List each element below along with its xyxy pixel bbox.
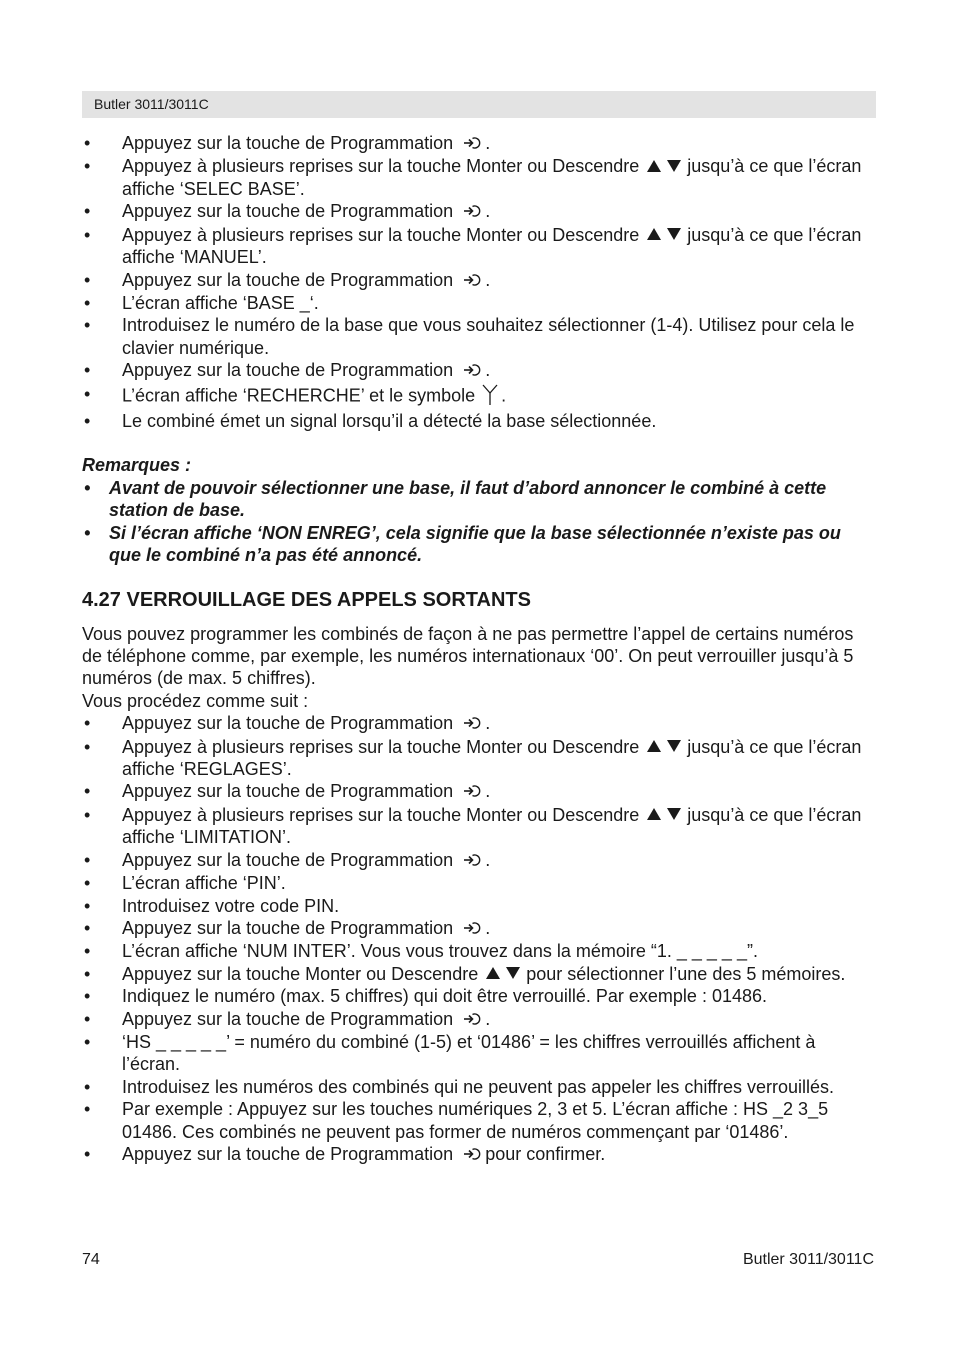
bullet-marker: • bbox=[84, 292, 91, 313]
antenna-icon bbox=[481, 383, 499, 410]
bullet-marker: • bbox=[84, 736, 91, 757]
item-text-after: pour sélectionner l’une des 5 mémoires. bbox=[526, 963, 846, 984]
list-item bbox=[82, 132, 874, 155]
list-item bbox=[82, 410, 874, 432]
item-text: ‘HS _ _ _ _ _’ = numéro du combiné (1-5) et ‘01486’ = les chiffres verrouillés affichent à l’écran. bbox=[122, 1032, 816, 1075]
bullet-marker: • bbox=[84, 941, 91, 962]
bullet-marker: • bbox=[84, 1008, 91, 1029]
item-text-after: . bbox=[485, 917, 491, 938]
item-text: Appuyez sur la touche de Programmation bbox=[122, 133, 454, 153]
item-text: Introduisez votre code PIN. bbox=[122, 895, 340, 916]
item-text: Appuyez sur la touche de Programmation bbox=[122, 917, 454, 938]
item-text: Indiquez le numéro (max. 5 chiffres) qui doit être verrouillé. Par exemple : 01486. bbox=[122, 986, 767, 1007]
programming-key-icon bbox=[463, 1144, 481, 1166]
running-header bbox=[82, 91, 876, 118]
bullet-marker: • bbox=[84, 917, 91, 938]
item-text-after: . bbox=[485, 269, 491, 290]
programming-key-icon bbox=[463, 918, 481, 940]
list-item bbox=[82, 1031, 874, 1076]
list-item bbox=[82, 314, 874, 359]
bullet-marker: • bbox=[84, 849, 91, 870]
programming-key-icon bbox=[463, 360, 481, 382]
item-text-after: pour confirmer. bbox=[485, 1144, 606, 1165]
instruction-list-call-lock bbox=[82, 712, 874, 1166]
bullet-marker: • bbox=[84, 986, 91, 1007]
programming-key-icon bbox=[463, 133, 481, 155]
bullet-marker: • bbox=[84, 963, 91, 984]
list-item bbox=[82, 917, 874, 940]
bullet-marker: • bbox=[84, 781, 91, 802]
item-text-after: jusqu’à ce que l’écran affiche ‘LIMITATION’. bbox=[122, 804, 862, 848]
list-item bbox=[82, 940, 874, 962]
item-text: Appuyez à plusieurs reprises sur la touche Monter ou Descendre bbox=[122, 156, 640, 177]
item-text-after: jusqu’à ce que l’écran affiche ‘MANUEL’. bbox=[122, 224, 862, 268]
item-text-after: . bbox=[485, 201, 491, 222]
page-number: 74 bbox=[82, 1251, 100, 1268]
item-text: L’écran affiche ‘RECHERCHE’ et le symbole bbox=[122, 385, 476, 406]
bullet-marker: • bbox=[84, 1032, 91, 1053]
down-arrow-icon bbox=[667, 228, 681, 240]
up-arrow-icon bbox=[486, 967, 500, 979]
list-item bbox=[82, 963, 874, 985]
up-arrow-icon bbox=[647, 740, 661, 752]
item-text: Appuyez à plusieurs reprises sur la touche Monter ou Descendre bbox=[122, 224, 640, 245]
bullet-marker: • bbox=[84, 133, 91, 153]
item-text-after: . bbox=[485, 1008, 491, 1029]
header-title: Butler 3011/3011C bbox=[94, 96, 209, 112]
item-text-after: . bbox=[501, 385, 507, 406]
list-item bbox=[82, 849, 874, 872]
bullet-marker: • bbox=[84, 315, 91, 336]
item-text-after: . bbox=[485, 781, 491, 802]
remark-text: Avant de pouvoir sélectionner une base, il faut d’abord annoncer le combiné à cette station de base. bbox=[109, 477, 827, 521]
bullet-marker: • bbox=[84, 477, 91, 498]
list-item bbox=[82, 1008, 874, 1031]
item-text: Introduisez les numéros des combinés qui ne peuvent pas appeler les chiffres verrouillés. bbox=[122, 1076, 835, 1097]
item-text: Appuyez sur la touche de Programmation bbox=[122, 713, 454, 734]
bullet-marker: • bbox=[84, 224, 91, 245]
list-item bbox=[82, 895, 874, 917]
programming-key-icon bbox=[463, 270, 481, 292]
remarks-title: Remarques : bbox=[82, 455, 192, 476]
bullet-marker: • bbox=[84, 804, 91, 825]
list-item bbox=[82, 1076, 874, 1098]
bullet-marker: • bbox=[84, 895, 91, 916]
item-text: Appuyez sur la touche de Programmation bbox=[122, 1008, 454, 1029]
section-intro-2: Vous procédez comme suit : bbox=[82, 690, 309, 711]
bullet-marker: • bbox=[84, 713, 91, 734]
item-text: Appuyez sur la touche de Programmation bbox=[122, 781, 454, 802]
item-text-after: . bbox=[485, 360, 491, 381]
item-text: Appuyez sur la touche de Programmation bbox=[122, 269, 454, 290]
remarks-block bbox=[82, 454, 874, 566]
bullet-marker: • bbox=[84, 1099, 91, 1120]
list-item bbox=[82, 736, 874, 781]
remarks-list bbox=[82, 477, 874, 567]
list-item bbox=[82, 1143, 874, 1166]
section-intro: Vous pouvez programmer les combinés de façon à ne pas permettre l’appel de certains numéros de téléphone comme, par exemple, les numéros internationaux ‘00’. On peut verrouiller jusqu’à 5 numéros (de max. 5 chiffres). bbox=[82, 623, 854, 689]
down-arrow-icon bbox=[667, 808, 681, 820]
item-text: Appuyez sur la touche de Programmation bbox=[122, 1144, 454, 1165]
down-arrow-icon bbox=[667, 160, 681, 172]
item-text-after: . bbox=[485, 849, 491, 870]
list-item bbox=[82, 780, 874, 803]
programming-key-icon bbox=[463, 1009, 481, 1031]
page-content bbox=[82, 132, 874, 1167]
bullet-marker: • bbox=[84, 1144, 91, 1165]
down-arrow-icon bbox=[667, 740, 681, 752]
bullet-marker: • bbox=[84, 522, 91, 543]
list-item bbox=[82, 224, 874, 269]
list-item bbox=[82, 292, 874, 314]
item-text-after: . bbox=[485, 133, 491, 153]
list-item bbox=[82, 872, 874, 894]
item-text: Appuyez à plusieurs reprises sur la touche Monter ou Descendre bbox=[122, 736, 640, 757]
bullet-marker: • bbox=[84, 156, 91, 177]
remark-item bbox=[82, 522, 874, 567]
item-text: Appuyez sur la touche de Programmation bbox=[122, 201, 454, 222]
programming-key-icon bbox=[463, 850, 481, 872]
item-text: Introduisez le numéro de la base que vous souhaitez sélectionner (1-4). Utilisez pour cela le clavier numérique. bbox=[122, 315, 855, 358]
bullet-marker: • bbox=[84, 201, 91, 222]
remark-text: Si l’écran affiche ‘NON ENREG’, cela signifie que la base sélectionnée n’existe pas ou que le combiné n’a pas été annoncé. bbox=[109, 522, 841, 566]
item-text: Par exemple : Appuyez sur les touches numériques 2, 3 et 5. L’écran affiche : HS _2 3_5 01486. Ces combinés ne peuvent pas former de numéros commençant par ‘01486’. bbox=[122, 1099, 829, 1142]
item-text: Appuyez à plusieurs reprises sur la touche Monter ou Descendre bbox=[122, 804, 640, 825]
list-item bbox=[82, 155, 874, 200]
footer-title: Butler 3011/3011C bbox=[742, 1251, 874, 1268]
item-text-after: . bbox=[485, 713, 491, 734]
list-item bbox=[82, 712, 874, 735]
programming-key-icon bbox=[463, 781, 481, 803]
list-item bbox=[82, 383, 874, 410]
item-text: L’écran affiche ‘PIN’. bbox=[122, 873, 286, 894]
programming-key-icon bbox=[463, 201, 481, 223]
up-arrow-icon bbox=[647, 160, 661, 172]
item-text: Appuyez sur la touche Monter ou Descendre bbox=[122, 963, 479, 984]
item-text: L’écran affiche ‘BASE _‘. bbox=[122, 292, 319, 313]
list-item bbox=[82, 269, 874, 292]
bullet-marker: • bbox=[84, 360, 91, 381]
up-arrow-icon bbox=[647, 808, 661, 820]
section-title: 4.27 VERROUILLAGE DES APPELS SORTANTS bbox=[82, 588, 531, 611]
list-item bbox=[82, 200, 874, 223]
list-item bbox=[82, 804, 874, 849]
instruction-list-select-base bbox=[82, 132, 874, 432]
list-item bbox=[82, 985, 874, 1007]
item-text: Appuyez sur la touche de Programmation bbox=[122, 849, 454, 870]
down-arrow-icon bbox=[506, 967, 520, 979]
item-text-after: jusqu’à ce que l’écran affiche ‘SELEC BASE’. bbox=[122, 156, 862, 199]
bullet-marker: • bbox=[84, 1076, 91, 1097]
up-arrow-icon bbox=[647, 228, 661, 240]
item-text-after: jusqu’à ce que l’écran affiche ‘REGLAGES’. bbox=[122, 736, 862, 779]
bullet-marker: • bbox=[84, 269, 91, 290]
bullet-marker: • bbox=[84, 383, 91, 404]
bullet-marker: • bbox=[84, 873, 91, 894]
remark-item bbox=[82, 477, 874, 522]
list-item bbox=[82, 1098, 874, 1143]
bullet-marker: • bbox=[84, 411, 91, 432]
list-item bbox=[82, 359, 874, 382]
item-text: Appuyez sur la touche de Programmation bbox=[122, 360, 454, 381]
programming-key-icon bbox=[463, 713, 481, 735]
item-text: Le combiné émet un signal lorsqu’il a détecté la base sélectionnée. bbox=[122, 411, 657, 432]
item-text: L’écran affiche ‘NUM INTER’. Vous vous trouvez dans la mémoire “1. _ _ _ _ _”. bbox=[122, 941, 758, 962]
